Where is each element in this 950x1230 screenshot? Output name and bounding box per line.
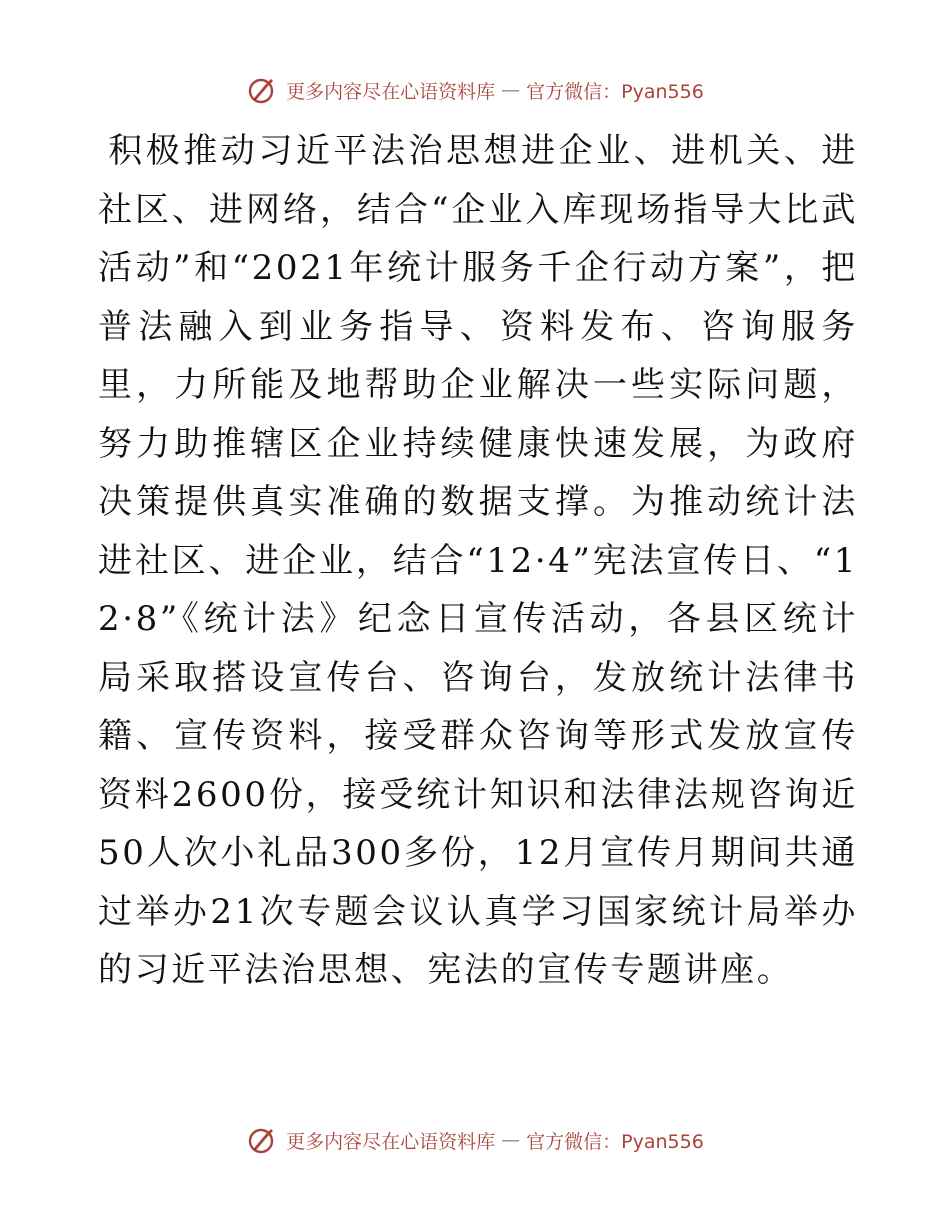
- watermark-contact-text: 官方微信：Pyan556: [526, 1130, 704, 1153]
- watermark-brand-text: 更多内容尽在心语资料库: [286, 1130, 496, 1153]
- pen-nib-circle-icon: [246, 75, 280, 105]
- watermark-separator: —: [501, 79, 521, 101]
- footer-watermark: [0, 1122, 950, 1158]
- body-paragraph: 积极推动习近平法治思想进企业、进机关、进社区、进网络，结合“企业入库现场指导大比武活动”和“2021年统计服务千企行动方案”，把普法融入到业务指导、资料发布、咨询服务里，力所能及地帮助企业解决一些实际问题，努力助推辖区企业持续健康快速发展，为政府决策提供真实准确的数据支撑。为推动统计法进社区、进企业，结合“12·4”宪法宣传日、“12·8”《统计法》纪念日宣传活动，各县区统计局采取搭设宣传台、咨询台，发放统计法律书籍、宣传资料，接受群众咨询等形式发放宣传资料2600份，接受统计知识和法律法规咨询近50人次小礼品300多份，12月宣传月期间共通过举办21次专题会议认真学习国家统计局举办的习近平法治思想、宪法的宣传专题讲座。: [98, 131, 858, 990]
- watermark-separator: —: [501, 1129, 521, 1151]
- watermark-brand-text: 更多内容尽在心语资料库: [286, 80, 496, 103]
- header-watermark: [0, 72, 950, 108]
- watermark-contact-text: 官方微信：Pyan556: [526, 80, 704, 103]
- watermark-row: [246, 75, 704, 105]
- pen-nib-circle-icon: [246, 1125, 280, 1155]
- watermark-row: [246, 1125, 704, 1155]
- document-body: [98, 122, 858, 1000]
